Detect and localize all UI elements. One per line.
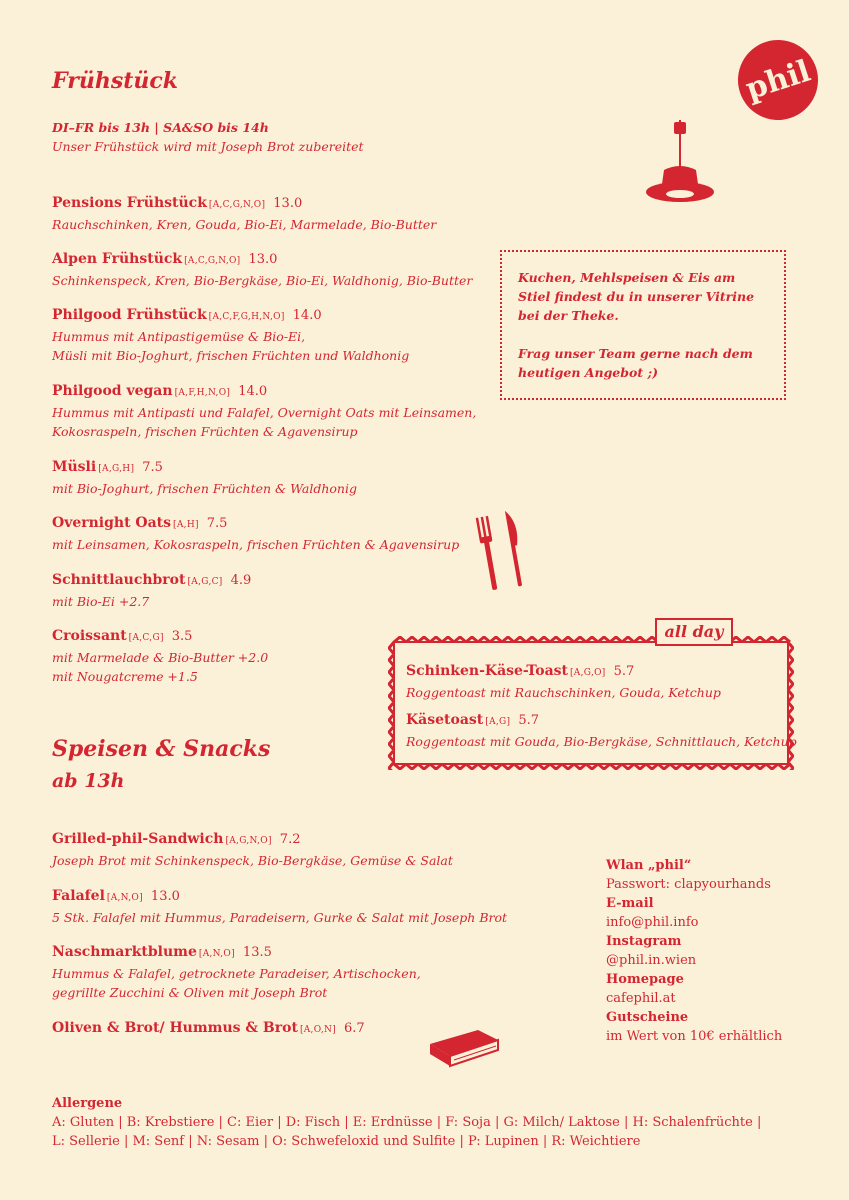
homepage-value[interactable]: cafephil.at — [606, 991, 676, 1006]
book-icon — [424, 1022, 504, 1068]
item-price: 14.0 — [238, 384, 268, 399]
menu-item-title — [406, 662, 786, 683]
item-description: Schinkenspeck, Kren, Bio-Bergkäse, Bio-Ei, Waldhonig, Bio-Butter — [52, 273, 473, 288]
item-description: 5 Stk. Falafel mit Hummus, Paradeisern, Gurke & Salat mit Joseph Brot — [52, 910, 508, 925]
fruehstueck-header — [52, 68, 178, 94]
menu-item — [52, 306, 492, 365]
item-name: Alpen Frühstück — [52, 251, 183, 267]
email-label: E-mail — [606, 896, 654, 911]
instagram-label: Instagram — [606, 934, 682, 949]
item-description: Roggentoast mit Rauchschinken, Gouda, Ketchup — [406, 685, 721, 700]
menu-item-title — [52, 306, 492, 327]
wlan-label: Wlan „phil“ — [606, 858, 692, 873]
item-allergens: [A,F,H,N,O] — [174, 388, 231, 398]
item-name: Oliven & Brot/ Hummus & Brot — [52, 1020, 298, 1036]
allergene-line-2: L: Sellerie | M: Senf | N: Sesam | O: Schwefeloxid und Sulfite | P: Lupinen | R: Weichtiere — [52, 1134, 641, 1149]
menu-item — [52, 887, 508, 927]
item-price: 13.0 — [248, 252, 278, 267]
menu-item — [52, 514, 492, 554]
fruehstueck-hours-block — [52, 118, 364, 156]
vitrine-notice — [500, 250, 786, 400]
item-description: Hummus & Falafel, getrocknete Paradeiser, Artischocken, — [52, 966, 421, 981]
menu-item-title — [52, 194, 492, 215]
menu-item — [52, 830, 492, 870]
item-price: 3.5 — [171, 629, 193, 644]
item-price: 7.5 — [142, 460, 163, 475]
item-description: Müsli mit Bio-Joghurt, frischen Früchten und Waldhonig — [52, 348, 410, 363]
item-description: Joseph Brot mit Schinkenspeck, Bio-Bergkäse, Gemüse & Salat — [52, 853, 453, 868]
allergene-line-1: A: Gluten | B: Krebstiere | C: Eier | D: Fisch | E: Erdnüsse | F: Soja | G: Milch/ Laktose | H: Schalenfrüchte | — [52, 1115, 762, 1130]
item-name: Grilled-phil-Sandwich — [52, 831, 224, 847]
cutlery-icon — [474, 510, 530, 594]
info-block — [606, 856, 826, 1046]
item-name: Croissant — [52, 628, 127, 644]
item-name: Pensions Frühstück — [52, 195, 207, 211]
gutscheine-label: Gutscheine — [606, 1010, 689, 1025]
item-allergens: [A,C,G] — [128, 633, 164, 643]
menu-item-title — [406, 711, 786, 732]
item-description: Hummus mit Antipastigemüse & Bio-Ei, — [52, 329, 306, 344]
item-name: Overnight Oats — [52, 515, 172, 531]
item-description: Rauchschinken, Kren, Gouda, Bio-Ei, Marmelade, Bio-Butter — [52, 217, 437, 232]
fruehstueck-title: Frühstück — [52, 68, 178, 94]
allergene-title: Allergene — [52, 1096, 123, 1111]
allday-tag: all day — [655, 618, 733, 646]
fruehstueck-hours: DI–FR bis 13h | SA&SO bis 14h — [52, 120, 269, 135]
email-value[interactable]: info@phil.info — [606, 915, 699, 930]
item-price: 6.7 — [344, 1021, 365, 1036]
menu-item — [52, 458, 492, 498]
menu-item-title — [52, 943, 492, 964]
menu-item-title — [52, 382, 492, 403]
item-allergens: [A,H] — [173, 520, 199, 530]
item-description: Roggentoast mit Gouda, Bio-Bergkäse, Schnittlauch, Ketchup — [406, 734, 797, 749]
item-price: 5.7 — [613, 664, 635, 679]
item-allergens: [A,C,G,N,O] — [184, 256, 241, 266]
menu-item-title — [52, 571, 492, 592]
menu-item — [52, 943, 492, 1002]
item-price: 14.0 — [292, 308, 322, 323]
item-allergens: [A,G,C] — [187, 577, 223, 587]
menu-item — [406, 711, 797, 751]
menu-item — [52, 194, 492, 234]
item-name: Naschmarktblume — [52, 944, 197, 960]
item-price: 5.7 — [518, 713, 540, 728]
notice-line-2: Frag unser Team gerne nach dem heutigen Angebot ;) — [518, 346, 753, 380]
item-description: mit Marmelade & Bio-Butter +2.0 — [52, 650, 269, 665]
item-description: mit Nougatcreme +1.5 — [52, 669, 198, 684]
item-allergens: [A,G,O] — [570, 668, 606, 678]
phil-logo — [728, 30, 829, 131]
speisen-header — [52, 736, 270, 792]
item-price: 13.5 — [242, 945, 272, 960]
item-name: Schinken-Käse-Toast — [406, 663, 568, 679]
speisen-title: Speisen & Snacks — [52, 736, 271, 762]
item-allergens: [A,G] — [485, 717, 511, 727]
menu-item — [52, 382, 492, 441]
item-price: 13.0 — [273, 196, 303, 211]
speisen-subtitle: ab 13h — [52, 770, 125, 792]
item-price: 4.9 — [230, 573, 252, 588]
menu-item-title — [52, 250, 492, 271]
item-description: mit Leinsamen, Kokosraspeln, frischen Früchten & Agavensirup — [52, 537, 460, 552]
fruehstueck-subtitle: Unser Frühstück wird mit Joseph Brot zubereitet — [52, 139, 364, 154]
item-allergens: [A,O,N] — [299, 1025, 337, 1035]
menu-item-title — [52, 887, 492, 908]
menu-item-title — [52, 830, 492, 851]
item-description: Kokosraspeln, frischen Früchten & Agavensirup — [52, 424, 358, 439]
notice-line-1: Kuchen, Mehlspeisen & Eis am Stiel findest du in unserer Vitrine bei der Theke. — [518, 270, 755, 323]
item-allergens: [A,G,H] — [98, 464, 135, 474]
menu-item — [406, 662, 786, 702]
item-allergens: [A,C,G,N,O] — [208, 200, 266, 210]
gutscheine-value: im Wert von 10€ erhältlich — [606, 1029, 783, 1044]
item-price: 13.0 — [150, 889, 180, 904]
item-price: 7.2 — [279, 832, 301, 847]
lamp-icon — [642, 120, 718, 210]
item-name: Müsli — [52, 459, 97, 475]
logo-text: phil — [741, 53, 815, 107]
menu-item-title — [52, 514, 492, 535]
item-description: mit Bio-Ei +2.7 — [52, 594, 150, 609]
wlan-value: Passwort: clapyourhands — [606, 877, 771, 892]
item-allergens: [A,G,N,O] — [225, 836, 272, 846]
item-name: Schnittlauchbrot — [52, 572, 186, 588]
instagram-value[interactable]: @phil.in.wien — [606, 953, 697, 968]
item-price: 7.5 — [206, 516, 228, 531]
item-allergens: [A,C,F,G,H,N,O] — [208, 312, 285, 322]
allergene-block — [52, 1094, 832, 1151]
item-name: Käsetoast — [406, 712, 484, 728]
menu-item-title — [52, 458, 492, 479]
menu-item — [52, 571, 492, 611]
item-allergens: [A,N,O] — [198, 949, 235, 959]
item-allergens: [A,N,O] — [106, 893, 143, 903]
item-name: Philgood Frühstück — [52, 307, 207, 323]
item-description: mit Bio-Joghurt, frischen Früchten & Waldhonig — [52, 481, 357, 496]
item-name: Philgood vegan — [52, 383, 173, 399]
item-description: Hummus mit Antipasti und Falafel, Overnight Oats mit Leinsamen, — [52, 405, 477, 420]
item-name: Falafel — [52, 888, 105, 904]
menu-item — [52, 250, 492, 290]
homepage-label: Homepage — [606, 972, 684, 987]
item-description: gegrillte Zucchini & Oliven mit Joseph Brot — [52, 985, 328, 1000]
